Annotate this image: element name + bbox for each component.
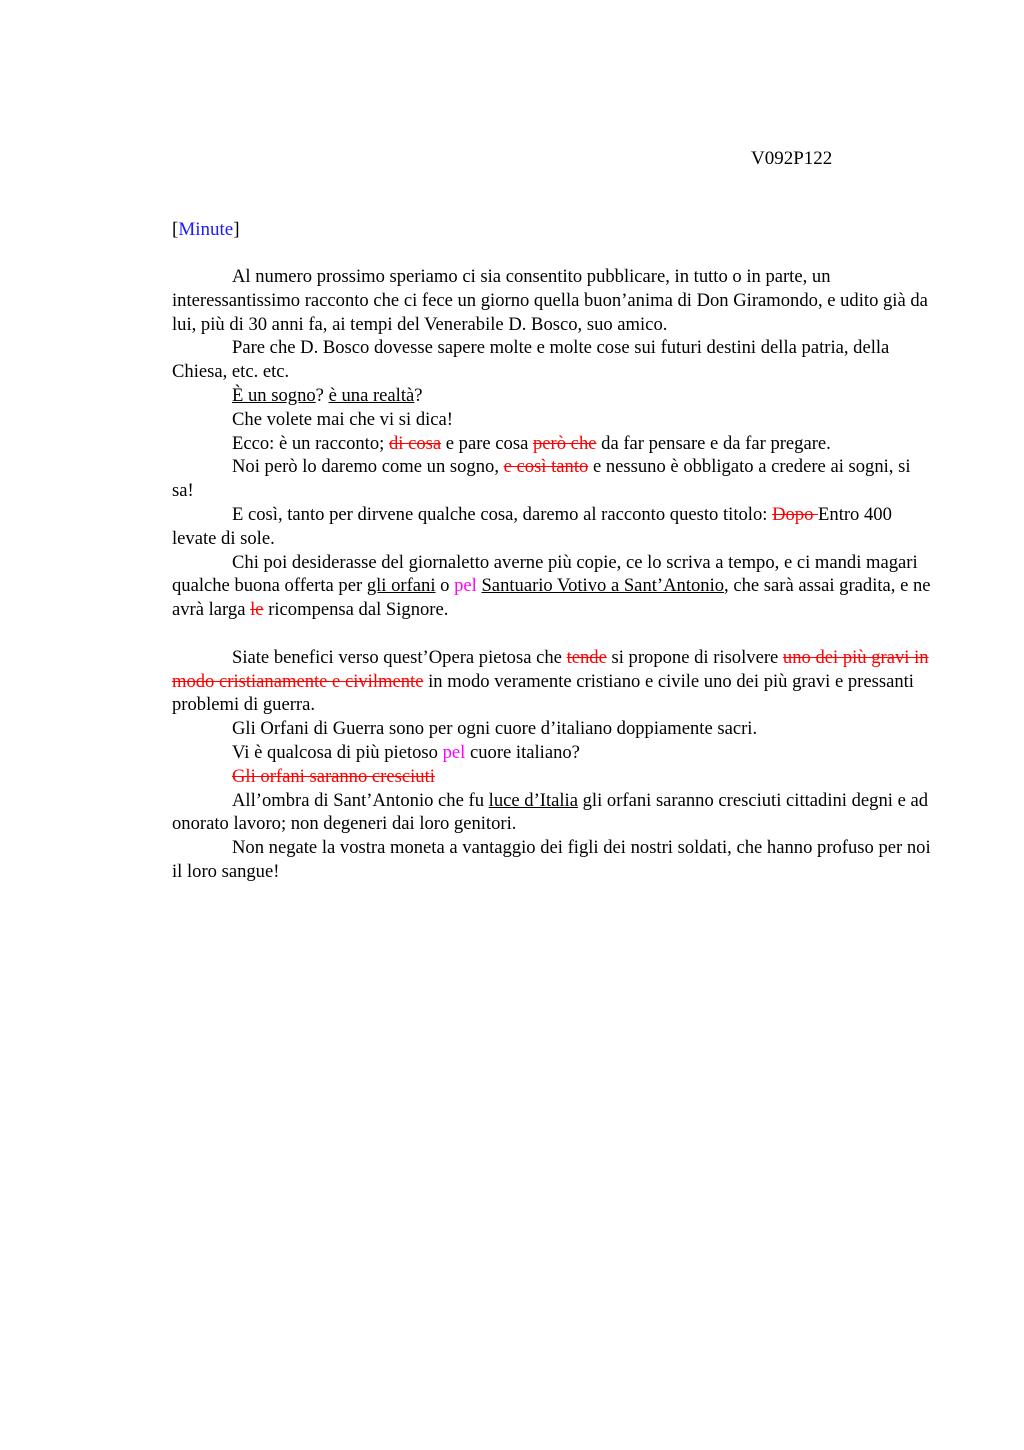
paragraph-9 xyxy=(172,646,932,717)
heading-label: Minute xyxy=(178,219,234,240)
paragraph-13 xyxy=(172,789,932,837)
text-run: da far pensare e da far pregare. xyxy=(596,432,831,454)
text-run: cuore italiano? xyxy=(465,741,580,763)
text-run: ? xyxy=(414,384,423,406)
heading-bracket-open: [ xyxy=(172,219,179,240)
paragraph-2: Pare che D. Bosco dovesse sapere molte e molte cose sui futuri destini della patria, della Chiesa, etc. etc. xyxy=(172,337,890,383)
heading-minute xyxy=(172,218,240,242)
text-run: in modo veramente cristiano e civile uno dei più gravi e pressanti problemi di guerra. xyxy=(172,670,914,716)
underlined-text: luce d’Italia xyxy=(488,789,578,811)
text-run: si propone di risolvere xyxy=(606,646,783,668)
text-run: e pare cosa xyxy=(441,432,533,454)
paragraph-11 xyxy=(172,741,932,765)
deleted-text: le xyxy=(250,599,264,621)
paragraph-4: Che volete mai che vi si dica! xyxy=(232,408,453,430)
text-run: Noi però lo daremo come un sogno, xyxy=(232,456,504,478)
text-run: Siate benefici verso quest’Opera pietosa che xyxy=(232,646,567,668)
inserted-text: pel xyxy=(442,741,466,763)
paragraph-6 xyxy=(172,455,932,503)
underlined-text: è una realtà xyxy=(328,384,415,406)
paragraph-5 xyxy=(172,432,932,456)
paragraph-12 xyxy=(172,765,932,789)
underlined-text: gli orfani xyxy=(366,575,436,597)
text-run: ricompensa dal Signore. xyxy=(263,599,449,621)
paragraph-14: Non negate la vostra moneta a vantaggio dei figli dei nostri soldati, che hanno profuso per noi il loro sangue! xyxy=(172,837,931,882)
underlined-text: È un sogno xyxy=(232,384,316,406)
paragraph-7 xyxy=(172,503,932,551)
page-id: V092P122 xyxy=(751,148,833,169)
deleted-text: però che xyxy=(533,432,597,454)
text-run: Chi poi desiderasse del giornaletto averne più copie, ce lo scriva a tempo, e ci mandi magari qualche buona offerta per xyxy=(172,551,918,597)
deleted-text: Dopo xyxy=(772,503,819,525)
deleted-text: Gli orfani saranno cresciuti xyxy=(232,765,435,787)
text-run: Ecco: è un racconto; xyxy=(232,432,389,454)
paragraph-3 xyxy=(172,384,932,408)
text-run: Entro 400 levate di sole. xyxy=(172,503,892,549)
text-run: gli orfani saranno cresciuti cittadini degni e ad onorato lavoro; non degeneri dai loro genitori. xyxy=(172,789,929,835)
heading-bracket-close: ] xyxy=(233,219,240,240)
paragraph-1: Al numero prossimo speriamo ci sia consentito pubblicare, in tutto o in parte, un interessantissimo racconto che ci fece un giorno quella buon’anima di Don Giramondo, e udito già da lui, più di 30 anni fa, ai tempi del Venerabile D. Bosco, suo amico. xyxy=(172,266,928,335)
deleted-text: tende xyxy=(566,646,607,668)
text-run: ? xyxy=(315,384,329,406)
text-run: e nessuno è obbligato a credere ai sogni, si sa! xyxy=(172,456,911,502)
text-run: All’ombra di Sant’Antonio che fu xyxy=(232,789,489,811)
text-run: Vi è qualcosa di più pietoso xyxy=(232,741,443,763)
paragraph-spacer xyxy=(172,622,932,646)
paragraph-10: Gli Orfani di Guerra sono per ogni cuore d’italiano doppiamente sacri. xyxy=(232,718,758,740)
document-body xyxy=(172,265,932,884)
text-run: o xyxy=(435,575,455,597)
underlined-text: Santuario Votivo a Sant’Antonio xyxy=(481,575,725,597)
deleted-text: di cosa xyxy=(388,432,442,454)
text-run: E così, tanto per dirvene qualche cosa, daremo al racconto questo titolo: xyxy=(232,503,773,525)
deleted-text: uno dei più gravi in modo cristianamente e civilmente xyxy=(172,646,929,692)
text-run: , che sarà assai gradita, e ne avrà larga xyxy=(172,575,931,621)
inserted-text: pel xyxy=(454,575,477,597)
deleted-text: e così tanto xyxy=(503,456,589,478)
paragraph-8 xyxy=(172,551,932,622)
